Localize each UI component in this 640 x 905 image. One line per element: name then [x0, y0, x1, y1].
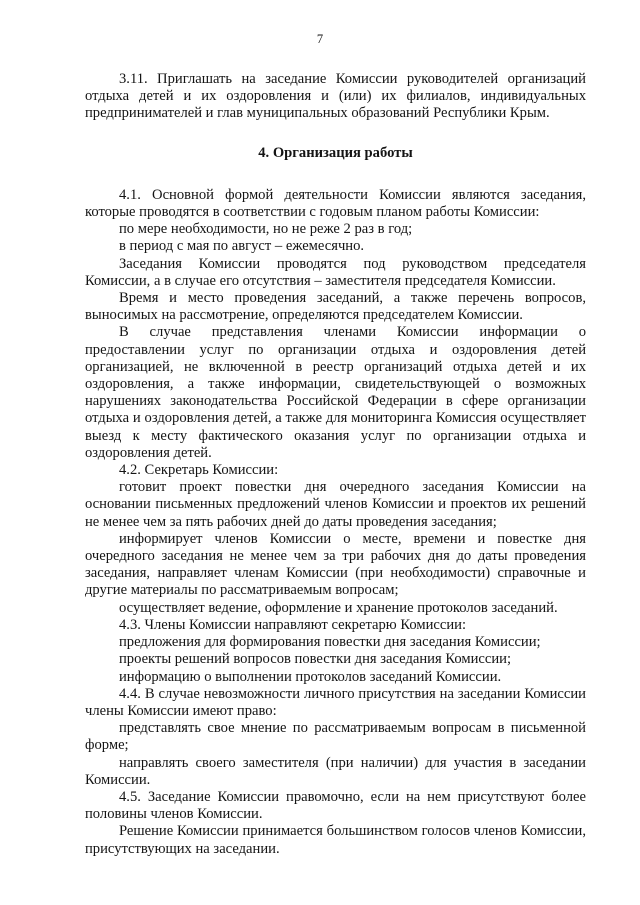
paragraph: В случае представления членами Комиссии информации о предоставлении услуг по организации отдыха и оздоровления детей организацией, не включенной в реестр организаций отдыха детей и их оздоровления, а также информации, свидетельствующей о возможных нарушениях законодательства Российской Федерации в сфере организации отдыха и оздоровления детей, а также для мониторинга Комиссия осуществляет выезд к месту фактического оказания услуг по организации отдыха и оздоровления детей.: [85, 324, 586, 461]
paragraph-4-3: 4.3. Члены Комиссии направляют секретарю Комиссии:: [119, 616, 467, 633]
paragraph: направлять своего заместителя (при наличии) для участия в заседании Комиссии.: [85, 754, 586, 788]
paragraph-4-1: 4.1. Основной формой деятельности Комиссии являются заседания, которые проводятся в соответствии с годовым планом работы Комиссии:: [85, 186, 586, 221]
paragraph: информирует членов Комиссии о месте, времени и повестке дня очередного заседания не менее чем за три рабочих дня до даты проведения заседания, направляет членам Комиссии (при необходимости) справочные и другие материалы по рассматриваемым вопросам;: [85, 530, 586, 599]
document-body: [85, 71, 586, 858]
paragraph: Время и место проведения заседаний, а также перечень вопросов, выносимых на рассмотрение, определяются председателем Комиссии.: [85, 290, 586, 324]
paragraph: осуществляет ведение, оформление и хранение протоколов заседаний.: [119, 599, 558, 616]
paragraph: информацию о выполнении протоколов заседаний Комиссии.: [119, 668, 502, 685]
paragraph-4-5: 4.5. Заседание Комиссии правомочно, если на нем присутствуют более половины членов Комиссии.: [85, 788, 586, 823]
list-item: в период с мая по август – ежемесячно.: [119, 238, 365, 255]
page-number: 7: [316, 32, 324, 46]
paragraph: Заседания Комиссии проводятся под руководством председателя Комиссии, а в случае его отсутствия – заместителя председателя Комиссии.: [85, 255, 586, 289]
paragraph: предложения для формирования повестки дня заседания Комиссии;: [119, 634, 541, 651]
paragraph-4-4: 4.4. В случае невозможности личного присутствия на заседании Комиссии члены Комиссии имеют право:: [85, 685, 586, 719]
list-item: по мере необходимости, но не реже 2 раз в год;: [119, 221, 413, 238]
paragraph: готовит проект повестки дня очередного заседания Комиссии на основании письменных предложений членов Комиссии и проектов их решений не менее чем за пять рабочих дней до даты проведения заседания;: [85, 479, 586, 530]
paragraph: Решение Комиссии принимается большинством голосов членов Комиссии, присутствующих на заседании.: [85, 823, 586, 857]
paragraph-4-2: 4.2. Секретарь Комиссии:: [119, 462, 279, 479]
paragraph-3-11: 3.11. Приглашать на заседание Комиссии руководителей организаций отдыха детей и их оздоровления и (или) их филиалов, индивидуальных предпринимателей и глав муниципальных образований Республики Крым.: [85, 71, 586, 122]
paragraph: представлять свое мнение по рассматриваемым вопросам в письменной форме;: [85, 720, 586, 754]
paragraph: проекты решений вопросов повестки дня заседания Комиссии;: [119, 651, 512, 668]
section-heading: 4. Организация работы: [258, 144, 413, 161]
